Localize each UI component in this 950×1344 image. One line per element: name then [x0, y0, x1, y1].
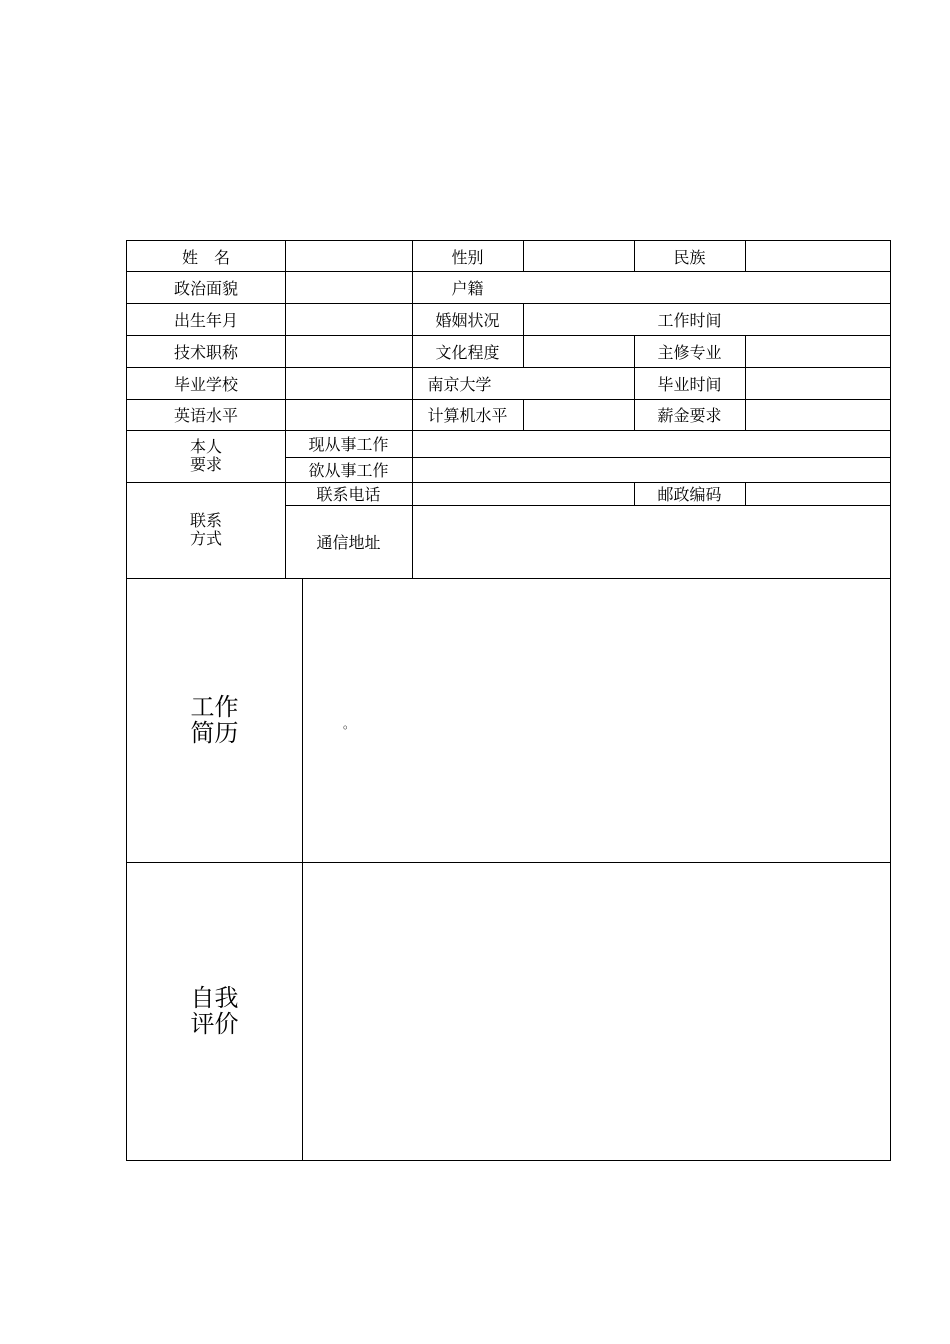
work-time-label: 工作时间	[657, 310, 722, 330]
contact-label	[127, 482, 285, 578]
resume-form	[126, 240, 891, 1161]
col-divider	[523, 241, 524, 271]
salary-label: 薪金要求	[657, 406, 722, 425]
name-label: 姓 名	[181, 247, 230, 267]
col-divider	[412, 430, 413, 578]
self-eval-label	[127, 862, 302, 1160]
postcode-label: 邮政编码	[657, 485, 722, 504]
col-divider	[523, 399, 524, 430]
school-label: 毕业学校	[173, 374, 238, 394]
address-label: 通信地址	[316, 533, 381, 552]
requirement-label-line1: 本人	[189, 437, 222, 456]
ethnicity-label: 民族	[673, 247, 706, 267]
work-history-content: 。	[343, 717, 356, 731]
birth-label: 出生年月	[173, 310, 238, 330]
requirement-label	[127, 430, 285, 482]
school-value: 南京大学	[427, 374, 492, 394]
computer-label: 计算机水平	[427, 406, 508, 425]
grad-time-label: 毕业时间	[657, 374, 722, 394]
col-divider	[745, 335, 746, 430]
marital-label: 婚姻状况	[435, 310, 500, 330]
hukou-label: 户籍	[451, 278, 484, 298]
desired-job-label: 欲从事工作	[308, 461, 389, 480]
self-eval-label-line1: 自我	[190, 984, 239, 1012]
requirement-label-line2: 要求	[189, 455, 222, 474]
politics-label: 政治面貌	[173, 278, 238, 298]
gender-label: 性别	[451, 247, 484, 267]
english-label: 英语水平	[173, 406, 238, 425]
contact-label-line1: 联系	[189, 511, 222, 530]
col-divider	[745, 241, 746, 271]
education-label: 文化程度	[435, 342, 500, 362]
self-eval-label-line2: 评价	[190, 1010, 239, 1038]
major-label: 主修专业	[657, 342, 722, 362]
title-label: 技术职称	[173, 342, 238, 362]
col-divider	[302, 578, 303, 1160]
col-divider	[523, 303, 524, 367]
contact-label-line2: 方式	[189, 529, 222, 548]
work-history-label-line1: 工作	[190, 693, 239, 721]
work-history-label	[127, 578, 302, 862]
work-history-label-line2: 简历	[190, 719, 239, 747]
phone-label: 联系电话	[316, 485, 381, 504]
col-divider	[745, 482, 746, 505]
current-job-label: 现从事工作	[308, 435, 389, 454]
